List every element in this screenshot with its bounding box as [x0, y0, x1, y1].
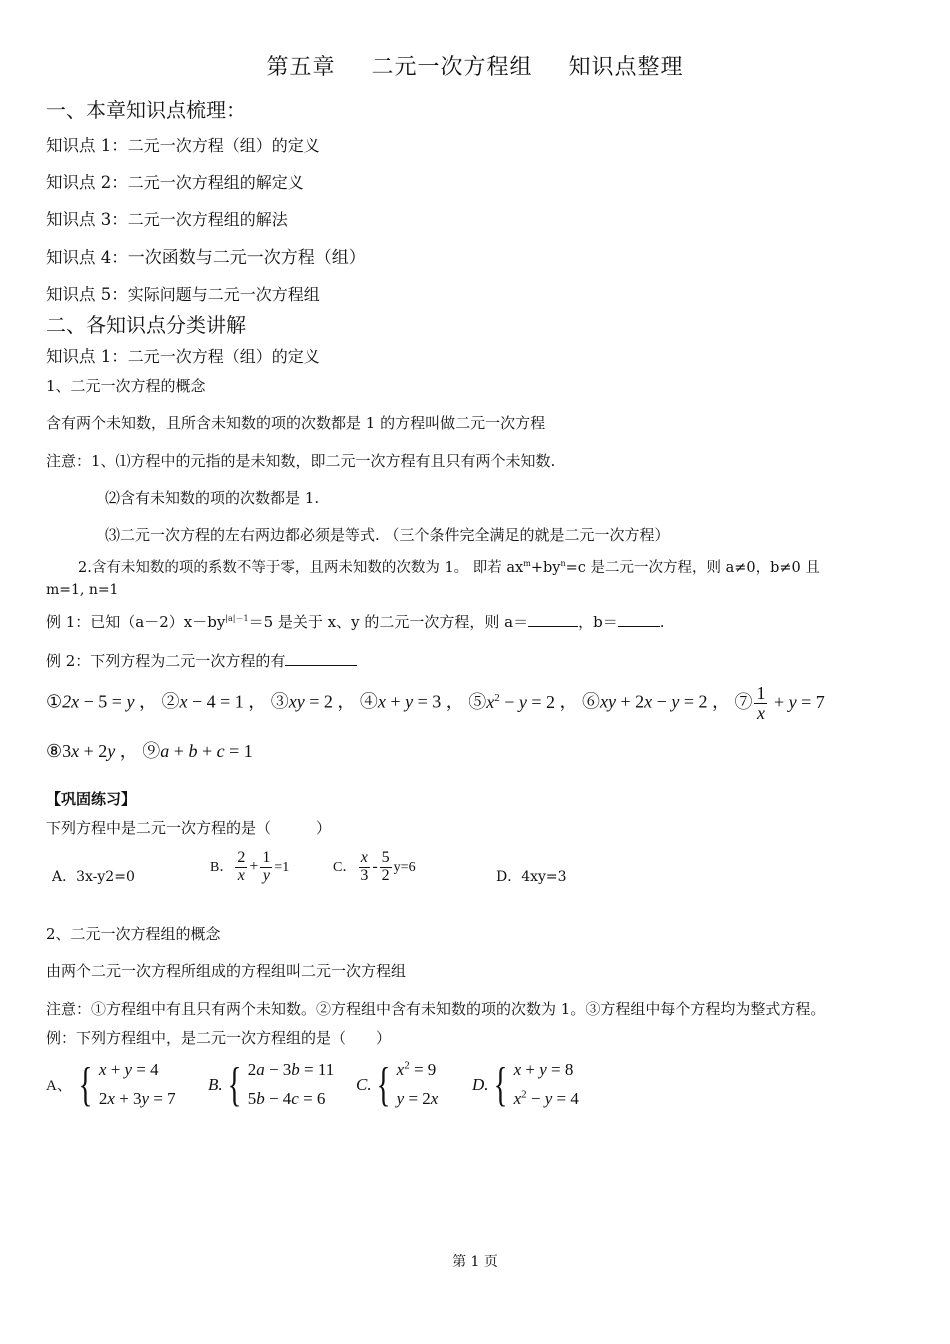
option-a[interactable]: A．3x-y2=0	[52, 869, 135, 885]
note-line-1: 注意：1、⑴方程中的元指的是未知数，即二元一次方程有且只有两个未知数.	[46, 452, 556, 470]
equation-list-row-2: ⑧3x + 2y ， ⑨a + b + c = 1	[46, 741, 253, 761]
section2-heading: 二、各知识点分类讲解	[46, 313, 246, 337]
example-1: 例 1：已知$(a-2)x-by^{|a|-1}=5$ 是关于 x、y 的二元一次方程，则 a＝ ，b＝ .	[46, 613, 665, 631]
system-option-b[interactable]: B. { 2a − 3b = 11 5b − 4c = 6	[208, 1057, 335, 1111]
equation-item: ⑨a + b + c = 1	[142, 741, 253, 761]
equation-item: ①2x − 5 = y	[46, 691, 135, 712]
eq-expr: 2x − 5 = y	[62, 691, 135, 712]
note-line-4: 2.含有未知数的项的系数不等于零，且两未知数的次数为 1。 即若 $ax^m+by^n=c$ 是二元一次方程，则 a≠0，b≠0 且	[78, 559, 820, 576]
answer-blank-a[interactable]	[528, 612, 578, 627]
outline-point-2: 知识点 2：二元一次方程组的解定义	[46, 173, 304, 192]
kp1-heading: 知识点 1：二元一次方程（组）的定义	[46, 347, 320, 366]
answer-blank-ex2[interactable]	[285, 651, 357, 666]
example-3: 例：下列方程组中，是二元一次方程组的是（ ）	[46, 1029, 392, 1047]
outline-point-1: 知识点 1：二元一次方程（组）的定义	[46, 136, 320, 155]
system-option-c[interactable]: C. { $x^2 = 9$ y = 2x	[356, 1057, 439, 1111]
example-2: 例 2：下列方程为二元一次方程的有	[46, 650, 357, 671]
option-b[interactable]: B． $\frac{2}{x}$ + $\frac{1}{y}$ =1	[210, 849, 290, 884]
option-c[interactable]: C． $\frac{x}{3}$ - $\frac{5}{2}$ y=6	[333, 849, 416, 884]
note-line-3: ⑶二元一次方程的左右两边都必须是等式. （三个条件完全满足的就是二元一次方程）	[105, 526, 670, 544]
system-option-a[interactable]: A、 { x + y = 4 2x + 3y = 7	[46, 1057, 176, 1111]
equation-item: ⑥xy + 2x − y = 2	[582, 691, 708, 712]
equation-list-row-1: ①2x − 5 = y ， ②x − 4 = 1 ， ③xy = 2 ， ④x + y = 3 ， $⑤x^2 - y = 2$ ， ⑥xy + 2x − y = 2 ， ⑦ $\frac{1}{x}$ + y = 7	[46, 683, 825, 723]
page-title	[0, 50, 950, 81]
definition-2: 由两个二元一次方程所组成的方程组叫二元一次方程组	[46, 962, 407, 980]
note-line-4-cont: m=1, n=1	[46, 582, 119, 598]
equation-item: $⑤x^2 - y = 2$	[468, 691, 556, 712]
note-line-5: 注意：①方程组中有且只有两个未知数。②方程组中含有未知数的项的次数为 1。③方程组中每个方程均为整式方程。	[46, 1000, 826, 1018]
title-subtitle: 知识点整理	[568, 55, 684, 80]
section1-heading: 一、本章知识点梳理：	[46, 98, 246, 122]
subsection-1-title: 1、二元一次方程的概念	[46, 377, 206, 395]
equation-item: ⑦ $\frac{1}{x}$ + y = 7	[734, 683, 825, 723]
system-option-d[interactable]: D. { x + y = 8 $x^2 - y = 4$	[472, 1057, 579, 1111]
outline-point-5: 知识点 5：实际问题与二元一次方程组	[46, 285, 320, 304]
subsection-2-title: 2、二元一次方程组的概念	[46, 925, 221, 943]
outline-point-4: 知识点 4：一次函数与二元一次方程（组）	[46, 248, 366, 268]
outline-point-3: 知识点 3：二元一次方程组的解法	[46, 210, 288, 229]
option-d[interactable]: D．4xy=3	[496, 869, 567, 885]
equation-item: ②x − 4 = 1	[161, 691, 244, 712]
practice-heading: 【巩固练习】	[46, 790, 137, 808]
title-topic: 二元一次方程组	[371, 55, 533, 80]
equation-item: ④x + y = 3	[359, 691, 442, 712]
practice-question: 下列方程中是二元一次方程的是（ ）	[46, 819, 332, 837]
answer-blank-b[interactable]	[618, 612, 660, 627]
definition-1: 含有两个未知数，且所含未知数的项的次数都是 1 的方程叫做二元一次方程	[46, 414, 546, 432]
equation-item: ⑧3x + 2y	[46, 741, 116, 761]
equation-item: ③xy = 2	[270, 691, 333, 712]
page-number: 第 1 页	[452, 1254, 498, 1270]
note-line-2: ⑵含有未知数的项的次数都是 1.	[105, 489, 320, 507]
title-chapter: 第五章	[266, 55, 336, 80]
